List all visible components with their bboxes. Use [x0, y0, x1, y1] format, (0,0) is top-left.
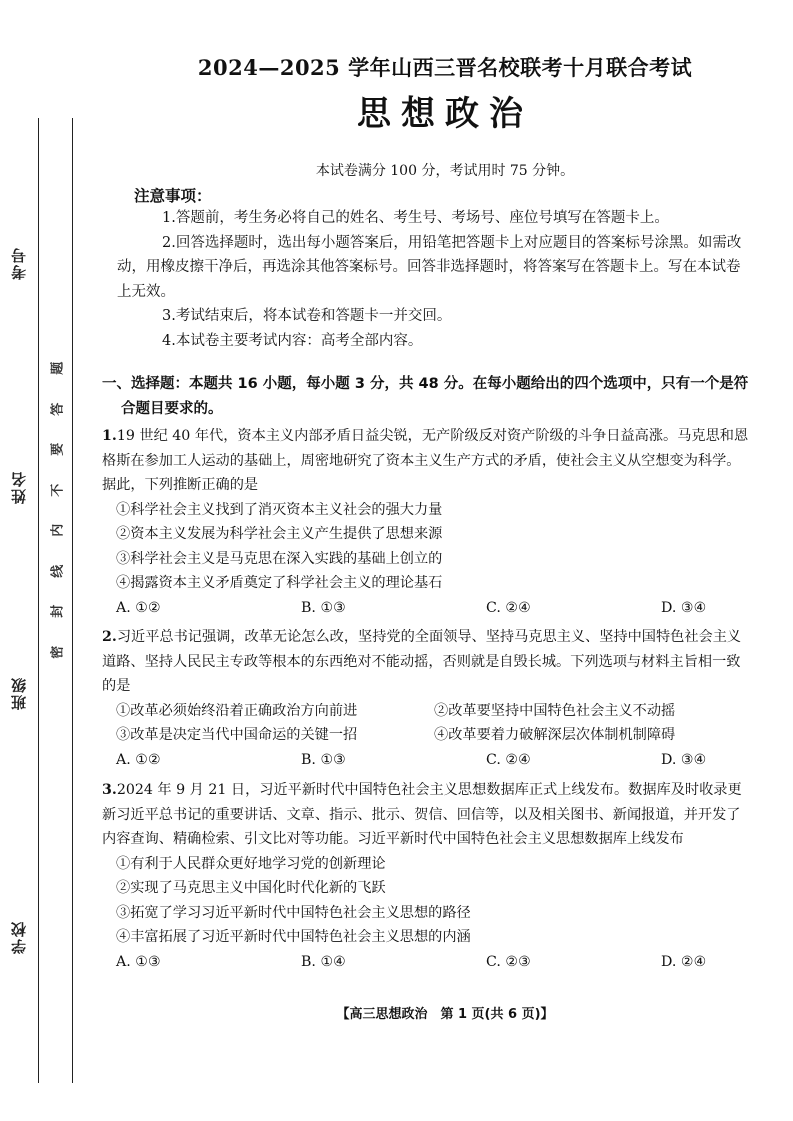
question-number: 2.	[102, 629, 117, 645]
statement-option: ④丰富拓展了习近平新时代中国特色社会主义思想的内涵	[116, 929, 471, 945]
question-2	[102, 625, 752, 772]
subject-title: 思想政治	[357, 94, 533, 134]
statement-options	[102, 699, 752, 748]
choice-b: B. ①③	[301, 751, 346, 768]
statement-option: ③改革是决定当代中国命运的关键一招	[116, 727, 358, 743]
choice-c: C. ②④	[486, 599, 531, 616]
school-label: 学校	[10, 920, 28, 954]
seal-line-notice	[46, 348, 66, 672]
question-stem	[102, 778, 752, 852]
choice-d: D. ③④	[661, 599, 707, 616]
class-label: 班级	[10, 676, 28, 710]
exam-number-label: 考号	[10, 246, 28, 280]
question-text: 习近平总书记强调，改革无论怎么改，坚持党的全面领导、坚持马克思主义、坚持中国特色社会主义道路、坚持人民民主专政等根本的东西绝对不能动摇，否则就是自毁长城。下列选项与材料主旨相一致的是	[102, 629, 742, 694]
statement-option: ②资本主义发展为科学社会主义产生提供了思想来源	[116, 526, 443, 542]
notice-item: 4.本试卷主要考试内容：高考全部内容。	[162, 332, 423, 349]
answer-choices	[102, 596, 752, 621]
answer-choices	[102, 950, 752, 975]
seal-char: 密	[50, 645, 66, 659]
question-text: 19 世纪 40 年代，资本主义内部矛盾日益尖锐，无产阶级反对资产阶级的斗争日益高涨。马克思和恩格斯在参加工人运动的基础上，周密地研究了资本主义生产方式的矛盾，使社会主义从空想变为科学。据此，下列推断正确的是	[102, 428, 749, 493]
choice-a: A. ①②	[116, 599, 161, 616]
exam-title: 2024—2025 学年山西三晋名校联考十月联合考试	[197, 55, 693, 80]
notice-item: 3.考试结束后，将本试卷和答题卡一并交回。	[162, 308, 452, 324]
binding-line-outer	[38, 118, 39, 1083]
choice-a: A. ①②	[116, 751, 161, 768]
binding-line-inner	[72, 118, 73, 1083]
statement-option: ③拓宽了学习习近平新时代中国特色社会主义思想的路径	[116, 904, 471, 921]
exam-info: 本试卷满分 100 分，考试用时 75 分钟。	[315, 163, 575, 179]
question-stem	[102, 424, 752, 498]
section-heading-line: 合题目要求的。	[121, 400, 223, 417]
choice-d: D. ②④	[661, 953, 707, 970]
question-text: 2024 年 9 月 21 日，习近平新时代中国特色社会主义思想数据库正式上线发布。数据库及时收录更新习近平总书记的重要讲话、文章、指示、批示、贺信、回信等，以及相关图书、新闻报道，并开发了内容查询、精确检索、引文比对等功能。习近平新时代中国特色社会主义思想数据库上线发布	[102, 782, 742, 847]
notice-title: 注意事项：	[134, 187, 212, 205]
statement-option: ③科学社会主义是马克思在深入实践的基础上创立的	[116, 550, 443, 567]
question-1	[102, 424, 752, 620]
choice-c: C. ②③	[486, 953, 531, 970]
statement-option: ①有利于人民群众更好地学习党的创新理论	[116, 855, 386, 872]
seal-char: 题	[50, 361, 66, 375]
statement-option: ②改革要坚持中国特色社会主义不动摇	[434, 702, 676, 719]
answer-choices	[102, 748, 752, 773]
choice-a: A. ①③	[116, 953, 161, 970]
page-footer: 【高三思想政治 第 1 页(共 6 页)】	[336, 1007, 554, 1022]
question-number: 1.	[102, 428, 117, 444]
statement-option: ①科学社会主义找到了消灭资本主义社会的强大力量	[116, 501, 443, 518]
section-heading-line: 一、选择题：本题共 16 小题，每小题 3 分，共 48 分。在每小题给出的四个选项中，只有一个是符	[102, 376, 749, 392]
name-label: 姓名	[10, 470, 28, 504]
choice-b: B. ①③	[301, 599, 346, 616]
notice-item: 2.回答选择题时，选出每小题答案后，用铅笔把答题卡上对应题目的答案标号涂黑。如需改动，用橡皮擦干净后，再选涂其他答案标号。回答非选择题时，将答案写在答题卡上。写在本试卷上无效。	[117, 234, 742, 300]
choice-d: D. ③④	[661, 751, 707, 768]
seal-char: 要	[50, 442, 66, 456]
question-3	[102, 778, 752, 974]
seal-char: 不	[50, 483, 66, 497]
notice-item: 1.答题前，考生务必将自己的姓名、考生号、考场号、座位号填写在答题卡上。	[162, 210, 669, 226]
statement-option: ④揭露资本主义矛盾奠定了科学社会主义的理论基石	[116, 575, 443, 591]
seal-char: 答	[50, 402, 66, 416]
seal-char: 内	[50, 523, 66, 537]
statement-option: ②实现了马克思主义中国化时代化新的飞跃	[116, 880, 386, 896]
section-heading	[102, 372, 752, 421]
statement-option: ①改革必须始终沿着正确政治方向前进	[116, 702, 358, 719]
choice-b: B. ①④	[301, 953, 346, 970]
choice-c: C. ②④	[486, 751, 531, 768]
question-number: 3.	[102, 782, 117, 798]
notice-list	[117, 206, 751, 353]
seal-char: 线	[50, 564, 66, 578]
seal-char: 封	[50, 604, 66, 618]
statement-option: ④改革要着力破解深层次体制机制障碍	[434, 727, 676, 743]
question-stem	[102, 625, 752, 699]
